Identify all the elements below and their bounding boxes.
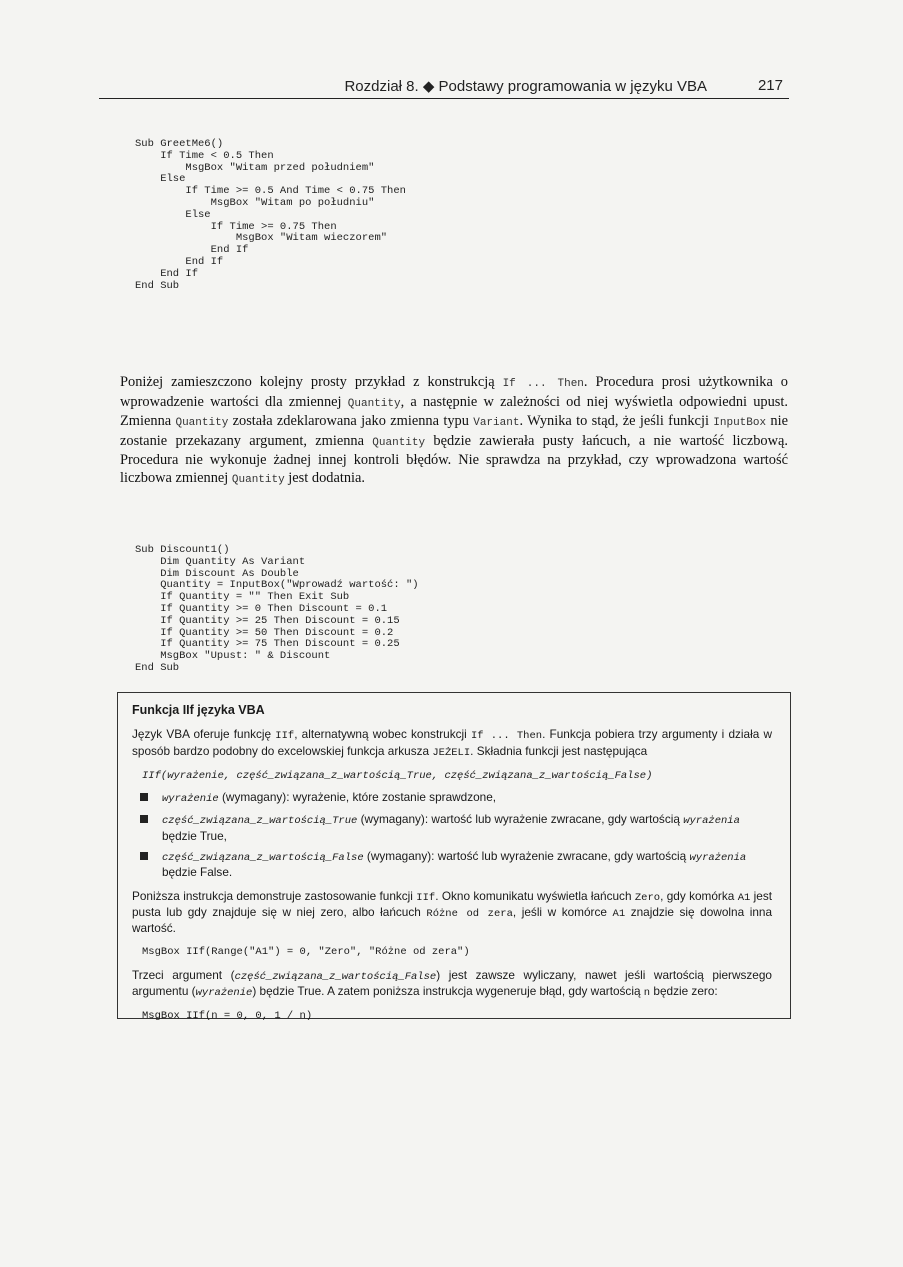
- text-run: będzie zero:: [650, 984, 718, 999]
- param-name: część_związana_z_wartością_True: [162, 815, 358, 828]
- inline-code: JEŻELI: [432, 746, 471, 759]
- text-run: Trzeci argument (: [132, 967, 235, 982]
- text-run: będzie False.: [162, 865, 233, 880]
- sidebar-intro: [132, 727, 772, 760]
- code-example-iif-error: MsgBox IIf(n = 0, 0, 1 / n): [142, 1010, 313, 1023]
- text-run: jest pusta lub gdy znajduje się w niej zero, albo łańcuch: [132, 888, 773, 919]
- code-line: Dim Quantity As Variant: [135, 555, 306, 568]
- code-line: If Quantity >= 0 Then Discount = 0.1: [135, 602, 388, 615]
- code-block-discount1: [135, 545, 419, 675]
- inline-code: Quantity: [231, 473, 285, 486]
- param-name: wyrażenie: [162, 793, 219, 806]
- text-run: , jeśli w komórce: [512, 904, 613, 919]
- sidebar-title: Funkcja IIf języka VBA: [132, 703, 265, 717]
- chapter-title: Rozdział 8. ◆ Podstawy programowania w języku VBA: [344, 78, 707, 95]
- code-line: Sub Discount1(): [135, 544, 230, 556]
- text-run: ) jest zawsze wyliczany, nawet jeśli wartością pierwszego argumentu (: [132, 967, 772, 999]
- code-line: End If: [135, 267, 199, 280]
- text-run: . Funkcja pobiera trzy argumenty i działa w sposób bardzo podobny do excelowskiej funkcja arkusza: [132, 727, 772, 758]
- code-line: Else: [135, 208, 211, 221]
- code-line: Quantity = InputBox("Wprowadź wartość: "): [135, 579, 419, 592]
- text-run: będzie True,: [162, 828, 227, 843]
- inline-code: Quantity: [175, 417, 229, 430]
- text-run: jest dodatnia.: [284, 469, 366, 486]
- code-line: End Sub: [135, 279, 180, 292]
- sidebar-content: [132, 703, 772, 1033]
- code-line: If Time >= 0.75 Then: [135, 220, 337, 233]
- bullet-square-icon: [140, 852, 148, 860]
- bullet-item: [138, 790, 772, 806]
- inline-code: Różne od zera: [426, 907, 513, 920]
- inline-code: IIf: [416, 891, 436, 904]
- code-line: End If: [135, 255, 224, 268]
- code-line: If Quantity >= 75 Then Discount = 0.25: [135, 638, 400, 651]
- running-header: [99, 76, 789, 99]
- inline-code: IIf: [275, 730, 295, 743]
- inline-code: A1: [737, 891, 751, 904]
- sidebar-paragraph: [132, 889, 772, 936]
- param-ref: część_związana_z_wartością_False: [234, 970, 437, 983]
- code-line: Else: [135, 173, 186, 186]
- text-run: Poniższa instrukcja demonstruje zastosowanie funkcji: [132, 888, 417, 903]
- text-run: . Procedura prosi użytkownika o wprowadzenie wartości dla zmiennej: [120, 374, 788, 410]
- text-run: (wymagany): wartość lub wyrażenie zwracane, gdy wartością: [357, 812, 684, 827]
- code-line: If Quantity >= 25 Then Discount = 0.15: [135, 614, 400, 627]
- page-number: 217: [757, 77, 783, 94]
- code-line: MsgBox "Witam przed południem": [135, 161, 375, 174]
- inline-code: n: [643, 987, 651, 1000]
- inline-code: Quantity: [347, 397, 401, 410]
- body-paragraph: [120, 374, 788, 490]
- code-line: If Time >= 0.5 And Time < 0.75 Then: [135, 185, 406, 198]
- code-line: MsgBox "Upust: " & Discount: [135, 650, 331, 663]
- code-example-iif: MsgBox IIf(Range("A1") = 0, "Zero", "Różne od zera"): [142, 945, 470, 958]
- text-run: ) będzie True. A zatem poniższa instrukcja wygeneruje błąd, gdy wartością: [252, 984, 644, 999]
- inline-code: A1: [612, 907, 626, 920]
- code-line: MsgBox "Witam po południu": [135, 196, 375, 209]
- code-line: MsgBox "Witam wieczorem": [135, 232, 388, 245]
- bullet-item: [138, 812, 772, 843]
- text-run: znajdzie się dowolna inna wartość.: [132, 904, 772, 936]
- param-ref: wyrażenia: [683, 815, 740, 828]
- bullet-item: [138, 849, 772, 880]
- inline-code: Variant: [473, 417, 520, 430]
- text-run: będzie zawierała pusty łańcuch, a nie wartość liczbową. Procedura nie wykonuje żadnej innej kontroli błędów. Nie sprawdza na przykład, czy wprowadzona wartość liczbowa zmiennej: [120, 432, 788, 486]
- inline-code: Quantity: [372, 436, 426, 449]
- text-run: , alternatywną wobec konstrukcji: [294, 727, 471, 742]
- code-line: End Sub: [135, 661, 180, 674]
- text-run: . Wynika to stąd, że jeśli funkcji: [519, 413, 714, 430]
- bullet-square-icon: [140, 793, 148, 801]
- code-block-greetme6: [135, 139, 406, 292]
- code-line: If Quantity = "" Then Exit Sub: [135, 591, 350, 604]
- sidebar-box-iif: [117, 692, 791, 1023]
- text-run: została zdeklarowana jako zmienna typu: [228, 413, 474, 430]
- code-line: End If: [135, 244, 249, 257]
- code-line: Sub GreetMe6(): [135, 138, 224, 150]
- code-line: If Time < 0.5 Then: [135, 149, 274, 162]
- inline-code: InputBox: [713, 417, 767, 430]
- text-run: , gdy komórka: [660, 888, 738, 903]
- text-run: . Składnia funkcji jest następująca: [470, 743, 648, 758]
- text-run: , a następnie w zależności od niej wyświetla odpowiedni upust. Zmienna: [120, 393, 789, 430]
- text-run: (wymagany): wyrażenie, które zostanie sprawdzone,: [218, 790, 497, 805]
- text-run: nie zostanie przekazany argument, zmienna: [120, 413, 789, 449]
- text-run: Poniżej zamieszczono kolejny prosty przykład z konstrukcją: [120, 374, 503, 390]
- param-name: część_związana_z_wartością_False: [162, 852, 364, 865]
- text-run: . Okno komunikatu wyświetla łańcuch: [435, 888, 635, 903]
- inline-code: If ... Then: [470, 730, 543, 743]
- param-ref: wyrażenia: [689, 852, 747, 865]
- sidebar-paragraph: [132, 968, 772, 1001]
- inline-code: If ... Then: [502, 378, 584, 390]
- param-ref: wyrażenie: [195, 987, 253, 1000]
- code-line: Dim Discount As Double: [135, 567, 299, 580]
- syntax-line: IIf(wyrażenie, część_związana_z_wartością_True, część_związana_z_wartością_False): [142, 769, 653, 782]
- bullet-square-icon: [140, 815, 148, 823]
- code-line: If Quantity >= 50 Then Discount = 0.2: [135, 626, 394, 639]
- inline-code: Zero: [634, 891, 661, 904]
- text-run: Język VBA oferuje funkcję: [132, 727, 276, 742]
- text-run: (wymagany): wartość lub wyrażenie zwracane, gdy wartością: [363, 849, 690, 864]
